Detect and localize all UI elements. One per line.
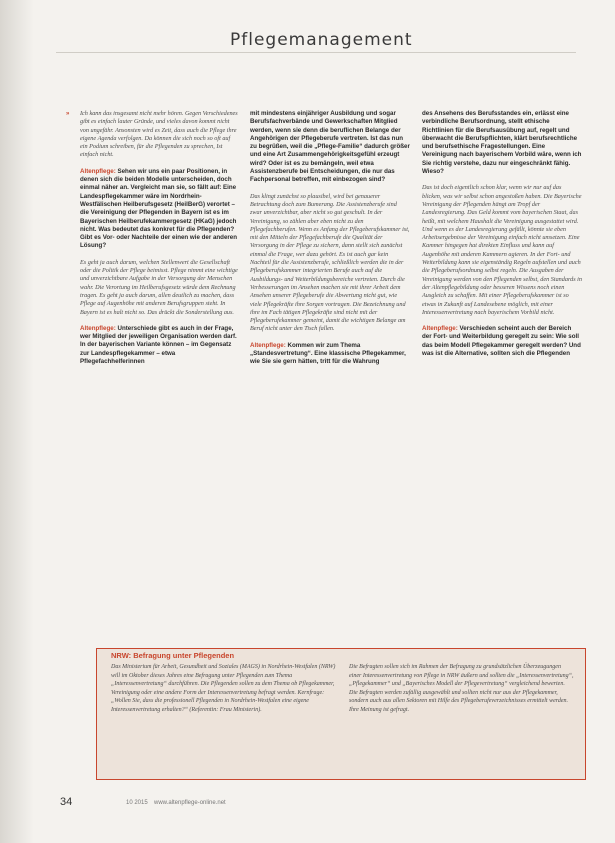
interview-question xyxy=(250,342,410,367)
question-lead: Altenpflege: xyxy=(80,324,116,332)
interview-question-continued: des Ansehens des Berufsstandes ein, erlässt eine verbindliche Berufsordnung, stellt ethische Richtlinien für die Berufsausübung auf, regelt und überwacht die Berufspflichten, klärt berufsrechtliche und berufsethische Fragestellungen. Eine Vereinigung nach bayerischem Vorbild wäre, wenn ich Sie richtig verstehe, dazu nur eingeschränkt fähig. Wieso? xyxy=(422,110,582,176)
interview-question xyxy=(80,325,238,366)
interview-question xyxy=(80,168,238,251)
question-lead: Altenpflege: xyxy=(80,167,116,175)
header-divider xyxy=(56,52,576,53)
text-column-2 xyxy=(250,110,410,375)
question-text: Sehen wir uns ein paar Positionen, in denen sich die beiden Modelle unterscheiden, doch einmal näher an. Vergleicht man sie, so fällt auf: Eine Landespflegekammer wäre im Nordrhein-Westfälischen Heilberufsgesetz (HeilBerG) verortet – die Vereinigung der Pflegenden in Bayern ist es im Bayerischen Heilberufekammergesetz (HKaG) jedoch nicht. Was bedeutet das konkret für die Pflegenden? Gibt es Vor- oder Nachteile der einen wie der anderen Lösung? xyxy=(80,167,238,250)
continuation-mark: » xyxy=(66,111,70,117)
info-box-title: NRW: Befragung unter Pflegenden xyxy=(111,651,235,660)
question-text: Kommen wir zum Thema „Standesvertretung“. Eine klassische Pflegekammer, wie Sie sie gern hätten, tritt für die Wahrung xyxy=(250,341,406,366)
issue-date: 10 2015 xyxy=(126,800,148,806)
question-lead: Altenpflege: xyxy=(422,325,458,333)
interview-answer: Es geht ja auch darum, welchen Stellenwert die Gesellschaft oder die Politik der Pflege beimisst. Pflege nimmt eine wichtige und unverzichtbare Aufgabe in der Versorgung der Menschen wahr. Die Verortung im Heilberufsgesetz würde dem Rechnung tragen. Es geht ja auch darum, allen deutlich zu machen, dass Pflege auf Augenhöhe mit anderen Berufsgruppen steht. In Bayern ist es halt nicht so. Das drückt die Sonderstellung aus. xyxy=(80,258,238,316)
interview-answer: Das ist doch eigentlich schon klar, wenn wir nur auf das blicken, was wir selbst schon angestoßen haben. Die Bayerische Vereinigung der Pflegenden hängt am Tropf der Landesregierung. Das Geld kommt vom bayerischen Staat, das heißt, mit welchem Haushalt die Vereinigung ausgestattet wird. Und wenn es der Landesregierung gefällt, könnte sie eben Arbeitsergebnisse der Vereinigung einfach nicht umsetzen. Eine Kammer hingegen hat direkten Einfluss und kann auf Augenhöhe mit anderen Kammern agieren. In der Fort- und Weiterbildung kann sie eigenständig Regeln aufstellen und auch die Pflegeberufsordnung selbst regeln. Die Ausgaben der Vereinigung werden von den Pflegenden selbst, den Standards in der Altenpflegebildung oder besseren Wissens noch einen Ausgleich zu schaffen. Mit einer Pflegeberufskammer ist so etwas in Zukunft auf Landesebene möglich, mit einer Interessenvertretung nach bayerischem Vorbild nicht. xyxy=(422,184,582,316)
info-box-text-left: Das Ministerium für Arbeit, Gesundheit und Soziales (MAGS) in Nordrhein-Westfalen (NRW) will im Oktober dieses Jahres eine Befragung unter Pflegenden zum Thema „Interessenvertretung“ durchführen. Die Pflegenden sollen zu dem Thema ob Pflegekammer, Vereinigung oder eine andere Form der Interessenvertretung befragt werden. Kernfrage: „Wollen Sie, dass die professionell Pflegenden in Nordrhein-Westfalen eine eigene Interessenvertretung erhalten?“ (Referentin: Frau Ministerin). xyxy=(111,664,336,713)
text-column-1 xyxy=(80,110,238,374)
interview-answer: Ich kann das insgesamt nicht mehr hören. Gegen Verschiedenes gibt es einfach lauter Gründe, und vieles davon kommt nicht von ungefähr. Ansonsten wird es Zeit, dass auch die Pflege ihre eigene Agenda verfolgen. Da können die sich noch so oft auf ein Podium schreiben, für die Pflegenden zu sprechen, Ist einfach nicht. xyxy=(80,110,238,159)
interview-question xyxy=(422,325,582,358)
interview-answer: Das klingt zunächst so plausibel, wird bei genauerer Betrachtung doch zum Bumerang. Die Assistenzberufe sind zwar unverzichtbar, aber nicht so gut geschult. In der Vereinigung, so zählen aber eben nicht zu den Pflegefachberufen. Wenn es Anfang der Pflegeberufskammer ist, mit den Mitteln der Pflegefachberufe die Qualität der Versorgung in der Pflege zu sichern, dann stellt sich zunächst einmal die Frage, wer dazu gehört. Es ist auch gar kein Nachteil für die Assistenzberufe, schließlich werden die in der Pflegeberufskammer integrierten Berufe auch auf die Ausbildungs- und Weiterbildungsbereiche vertreten. Durch die Verbesserungen im Ansehen machen sie mit ihrer Arbeit dem Ansehen unserer Pflegeberufe die Abwertung nicht gut, wie viele Pflegekräfte ihre Sorgen vortragen. Die Bezeichnung und ihre im Fach tätigen Pflegekräfte sind nicht mit der Pflegeberufekammer gemeint, damit die wichtigen Belange am Beruf nicht unter den Tisch fallen. xyxy=(250,192,410,333)
question-text: Verschieden scheint auch der Bereich der Fort- und Weiterbildung geregelt zu sein: Wie soll das beim Modell Pflegekammer geregelt werden? Und was ist die Alternative, sollten sich die Pflegenden xyxy=(422,325,581,358)
info-box-text-right: Die Befragten sollen sich im Rahmen der Befragung zu grundsätzlichen Überzeugungen einer Interessenvertretung von Pflege in NRW äußern und sollten die „Interessenvertretung“, „Pflegekammer“ und „Bayerisches Modell der Pflegevertretung“ vergleichend bewerten. Die Befragten werden zufällig ausgewählt und sollten nicht nur aus der Pflegekammer, sondern auch aus allen Sektoren mit Hilfe des Pflegeberufeverzeichnisses ermittelt werden. Ihre Meinung ist gefragt. xyxy=(349,664,574,713)
page-number: 34 xyxy=(60,796,73,808)
question-text: Unterschiede gibt es auch in der Frage, wer Mitglied der jeweiligen Organisation werden darf. In der bayerischen Variante können – im Gegensatz zur Landespflegekammer – etwa Pflegefachhelferinnen xyxy=(80,324,237,366)
text-column-3 xyxy=(422,110,582,366)
question-lead: Altenpflege: xyxy=(250,341,286,349)
interview-question-continued: mit mindestens einjähriger Ausbildung und sogar Berufsfachverbände und Gewerkschaften Mitglied werden, wenn sie denn die beruflichen Belange der Angehörigen der Pflegeberufe vertreten. Ist das nun zu begrüßen, weil die „Pflege-Familie“ dadurch größer und eine Art Zusammengehörigkeitsgefühl erzeugt wird? Oder ist es zu bemängeln, weil etwa Assistenzberufe bei Entscheidungen, die nur das Fachpersonal betreffen, mit einbezogen sind? xyxy=(250,110,410,184)
section-title: Pflegemanagement xyxy=(230,30,413,50)
info-box xyxy=(96,648,586,780)
website-link: www.altenpflege-online.net xyxy=(154,800,226,806)
page-gutter xyxy=(0,0,34,843)
